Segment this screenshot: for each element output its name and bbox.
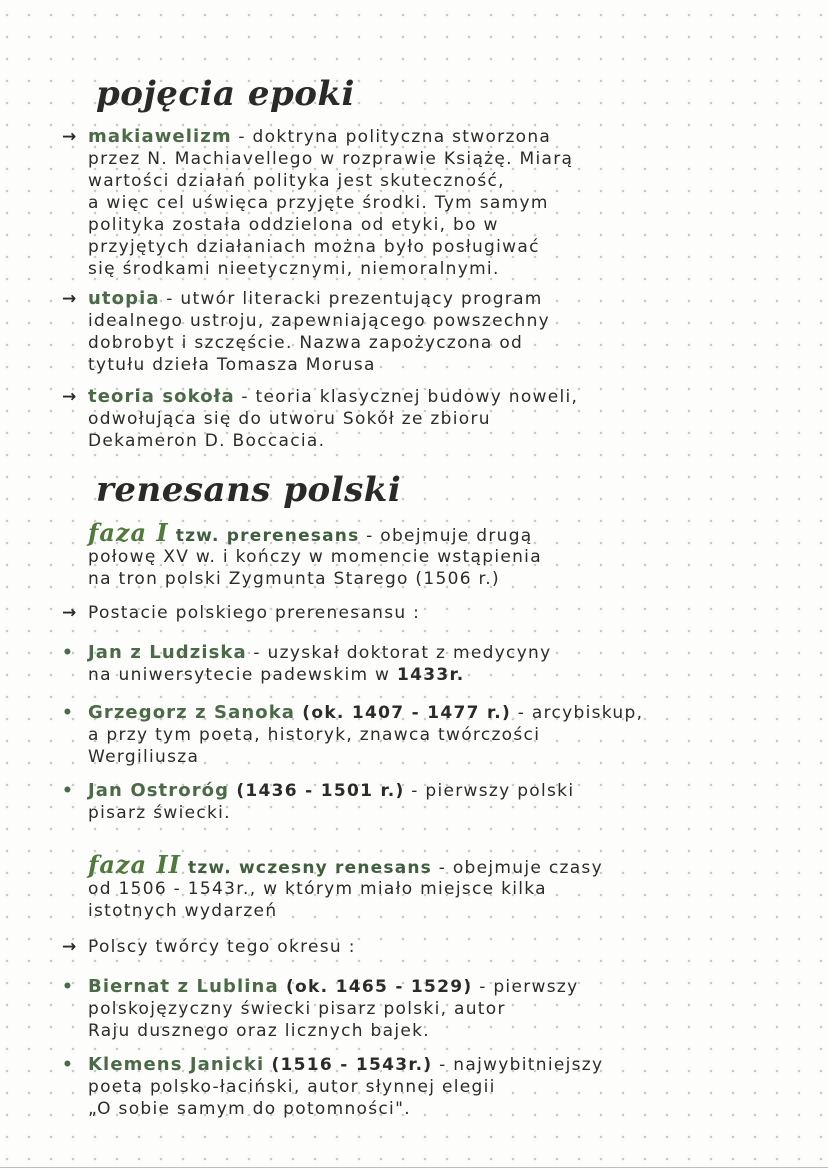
person-name: Grzegorz z Sanoka xyxy=(88,702,296,723)
term-teoria-sokola: teoria sokoła xyxy=(88,386,235,407)
person-name: Jan z Ludziska xyxy=(88,642,247,663)
faza-2-text: - obejmuje czasy xyxy=(432,858,603,878)
person-text: - arcybiskup, xyxy=(511,703,644,723)
definition-line: polityka została oddzielona od etyki, bo w xyxy=(88,215,499,235)
bullet-icon: • xyxy=(62,703,75,723)
definition-line: istotnych wydarzeń xyxy=(88,901,278,921)
definition-line: przyjętych działaniach można było posługiwać xyxy=(88,237,540,257)
definition-line: dobrobyt i szczęście. Nazwa zapożyczona od xyxy=(88,333,524,353)
person-line: polskojęzyczny świecki pisarz polski, autor xyxy=(88,999,506,1019)
person-dates: (ok. 1407 - 1477 r.) xyxy=(295,703,512,723)
definition-text: - teoria klasycznej budowy noweli, xyxy=(234,387,579,407)
person-line: Wergiliusza xyxy=(88,747,200,767)
arrow-icon: → xyxy=(62,603,78,623)
arrow-icon: → xyxy=(62,937,78,957)
person-jan-z-ludziska xyxy=(62,642,752,686)
definition-line: od 1506 - 1543r., w którym miało miejsce kilka xyxy=(88,879,547,899)
person-text: - pierwszy xyxy=(472,977,579,997)
heading-pojecia-epoki: pojęcia epoki xyxy=(96,74,355,114)
bullet-icon: • xyxy=(62,643,75,663)
person-text: - najwybitniejszy xyxy=(432,1055,604,1075)
faza-1-label: faza I xyxy=(88,518,169,547)
entry-teoria-sokola xyxy=(62,386,752,452)
definition-line: a więc cel uświęca przyjęte środki. Tym samym xyxy=(88,193,549,213)
person-jan-ostrorog xyxy=(62,780,752,824)
person-line: pisarz świecki. xyxy=(88,803,231,823)
entry-makiawelizm xyxy=(62,126,752,280)
tworcy-okresu-header xyxy=(62,936,752,958)
arrow-icon: → xyxy=(62,289,78,309)
page-bottom-edge xyxy=(0,1167,828,1168)
arrow-icon: → xyxy=(62,127,78,147)
postacie-prerenesansu-header xyxy=(62,602,752,624)
section-faza-2 xyxy=(62,852,752,922)
person-text: - pierwszy polski xyxy=(404,781,575,801)
person-year: 1433r. xyxy=(396,665,465,685)
definition-line: odwołująca się do utworu Sokół ze zbioru xyxy=(88,409,491,429)
person-dates: (1516 - 1543r.) xyxy=(264,1055,433,1075)
arrow-icon: → xyxy=(62,387,78,407)
person-klemens-janicki xyxy=(62,1054,752,1120)
faza-2-name: tzw. wczesny renesans xyxy=(180,858,432,878)
person-name: Klemens Janicki xyxy=(88,1054,265,1075)
tworcy-label: Polscy twórcy tego okresu : xyxy=(88,937,356,957)
bullet-icon: • xyxy=(62,1055,75,1075)
person-line: poeta polsko-łaciński, autor słynnej elegii xyxy=(88,1077,496,1097)
definition-text: - doktryna polityczna stworzona xyxy=(231,127,552,147)
person-text: na uniwersytecie padewskim w xyxy=(88,665,397,685)
faza-1-text: - obejmuje drugą xyxy=(359,526,533,546)
entry-utopia xyxy=(62,288,752,376)
person-name: Jan Ostroróg xyxy=(88,780,230,801)
definition-line: idealnego ustroju, zapewniającego powszechny xyxy=(88,311,551,331)
faza-1-name: tzw. prerenesans xyxy=(168,526,360,546)
bullet-icon: • xyxy=(62,781,75,801)
person-biernat-z-lublina xyxy=(62,976,752,1042)
definition-line: na tron polski Zygmunta Starego (1506 r.) xyxy=(88,569,500,589)
definition-line: się środkami nieetycznymi, niemoralnymi. xyxy=(88,259,500,279)
definition-line: Dekameron D. Boccacia. xyxy=(88,431,326,451)
person-dates: (1436 - 1501 r.) xyxy=(229,781,405,801)
definition-text: - utwór literacki prezentujący program xyxy=(159,289,543,309)
term-makiawelizm: makiawelizm xyxy=(88,126,232,147)
bullet-icon: • xyxy=(62,977,75,997)
faza-2-label: faza II xyxy=(88,850,181,879)
heading-renesans-polski: renesans polski xyxy=(96,470,402,510)
term-utopia: utopia xyxy=(88,288,160,309)
definition-line: tytułu dzieła Tomasza Morusa xyxy=(88,355,376,375)
person-line: „O sobie samym do potomności". xyxy=(88,1099,411,1119)
person-line: a przy tym poeta, historyk, znawca twórczości xyxy=(88,725,541,745)
definition-line: połowę XV w. i kończy w momencie wstąpienia xyxy=(88,547,542,567)
person-dates: (ok. 1465 - 1529) xyxy=(278,977,473,997)
person-line: Raju dusznego oraz licznych bajek. xyxy=(88,1021,430,1041)
postacie-label: Postacie polskiego prerenesansu : xyxy=(88,603,421,623)
definition-line: wartości działań polityka jest skuteczność, xyxy=(88,171,505,191)
section-faza-1 xyxy=(62,520,752,590)
definition-line: przez N. Machiavellego w rozprawie Książę. Miarą xyxy=(88,149,574,169)
person-text: - uzyskał doktorat z medycyny xyxy=(246,643,552,663)
person-grzegorz-z-sanoka xyxy=(62,702,752,768)
person-name: Biernat z Lublina xyxy=(88,976,279,997)
